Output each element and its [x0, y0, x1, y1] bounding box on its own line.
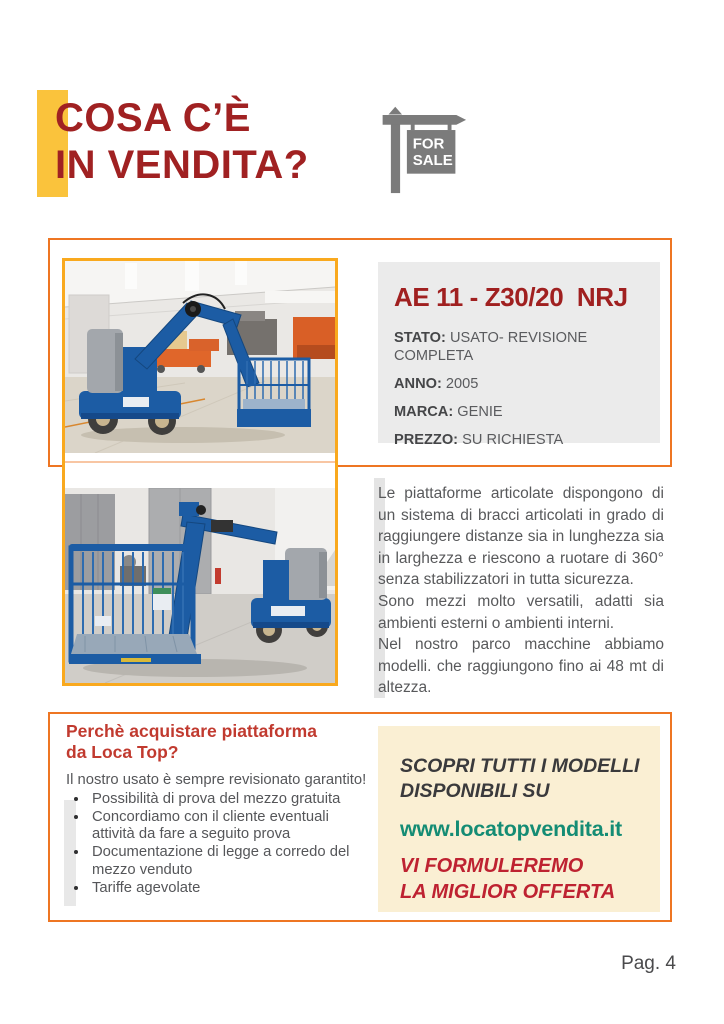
why-buy-section: [66, 721, 369, 898]
why-buy-bullet-list: [66, 791, 369, 898]
sign-hanger-right: [448, 124, 452, 130]
sign-text-line2: SALE: [412, 151, 453, 169]
product-photo-2: [65, 488, 335, 683]
description-paragraph: Le piattaforme articolate dispongono di un sistema di bracci articolati in grado di raggiungere distanze sia in lunghezza sia in larghezza e riescono a ruotare di 360° senza stabilizzatori in tutta sicurezza.: [378, 485, 664, 589]
why-buy-title: [66, 721, 369, 762]
spec-value: USATO- REVISIONE COMPLETA: [394, 330, 588, 364]
spec-label: PREZZO:: [394, 432, 459, 448]
bullet-item: • Tariffe agevolate: [89, 880, 369, 898]
website-link[interactable]: www.locatopvendita.it: [400, 817, 622, 841]
page-title-line1: COSA C’È: [55, 96, 251, 140]
product-spec-panel: [378, 262, 660, 448]
page-title: [55, 95, 309, 189]
why-buy-intro: Il nostro usato è sempre revisionato garantito!: [66, 772, 367, 788]
cta-heading-line1: SCOPRI TUTTI I MODELLI: [400, 755, 640, 777]
sign-text-line1: FOR: [412, 135, 445, 153]
cta-offer-text: [400, 853, 660, 905]
cta-offer-line1: VI FORMULEREMO: [400, 855, 584, 877]
product-name: AE 11 - Z30/20 NRJ: [394, 282, 628, 312]
product-photo-frame: [62, 258, 338, 686]
spec-row-anno: [394, 375, 644, 393]
cta-offer-line2: LA MIGLIOR OFFERTA: [400, 881, 616, 903]
spec-label: STATO:: [394, 330, 446, 346]
box-border-showthrough: [65, 461, 335, 463]
spec-value: SU RICHIESTA: [462, 432, 564, 448]
spec-row-prezzo: [394, 431, 644, 449]
cta-box: [378, 726, 660, 912]
photo-gap: [65, 453, 335, 488]
bullet-item: • Possibilità di prova del mezzo gratuita: [89, 791, 369, 809]
for-sale-sign-icon: [371, 96, 468, 198]
sign-post-cap: [388, 107, 402, 115]
bullet-item: • Concordiamo con il cliente eventuali attività da fare a seguito prova: [89, 809, 369, 845]
spec-value: GENIE: [457, 404, 503, 420]
spec-label: ANNO:: [394, 376, 442, 392]
spec-value: 2005: [445, 376, 479, 392]
description-paragraph: Sono mezzi molto versatili, adatti sia ambienti esterni o ambienti interni.: [378, 592, 664, 632]
page-number: Pag. 4: [621, 953, 676, 974]
why-buy-title-line2: da Loca Top?: [66, 741, 179, 762]
product-description: [378, 483, 664, 699]
why-buy-title-line1: Perchè acquistare piattaforma: [66, 721, 317, 741]
sign-post: [391, 123, 400, 193]
sign-hanger-left: [411, 124, 415, 130]
product-photo-1: [65, 261, 335, 453]
spec-row-marca: [394, 403, 644, 421]
cta-heading: [400, 754, 660, 804]
sign-arm: [383, 115, 466, 125]
spec-label: MARCA:: [394, 404, 454, 420]
cta-heading-line2: DISPONIBILI SU: [400, 780, 550, 802]
page-title-line2: IN VENDITA?: [55, 143, 309, 187]
description-paragraph: Nel nostro parco macchine abbiamo modelli. che raggiungono fino ai 48 mt di altezza.: [378, 636, 664, 697]
spec-row-stato: [394, 329, 644, 365]
bullet-item: • Documentazione di legge a corredo del mezzo venduto: [89, 844, 369, 880]
